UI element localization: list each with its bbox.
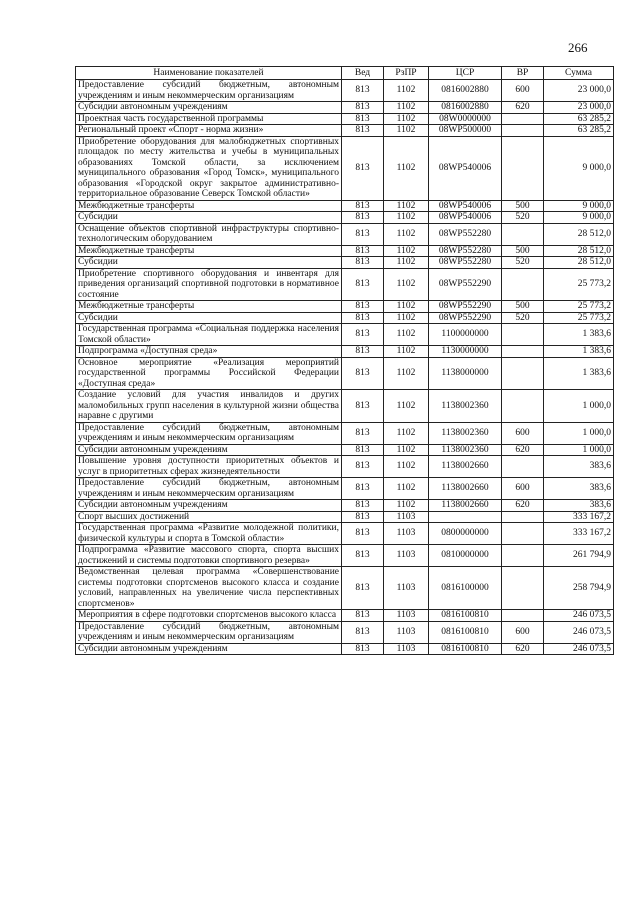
cell-ved: 813 [342, 643, 384, 655]
cell-rzpr: 1102 [384, 500, 429, 512]
cell-vr [502, 511, 544, 523]
cell-ved: 813 [342, 324, 384, 346]
cell-rzpr: 1102 [384, 312, 429, 324]
header-ved: Вед [342, 67, 384, 80]
cell-name: Оснащение объектов спортивной инфраструктуры спортивно-технологическим оборудованием [76, 223, 342, 245]
cell-rzpr: 1103 [384, 567, 429, 610]
cell-sum: 25 773,2 [544, 312, 614, 324]
cell-rzpr: 1102 [384, 390, 429, 423]
cell-vr: 600 [502, 422, 544, 444]
cell-vr [502, 125, 544, 137]
cell-csr: 08WP552280 [429, 245, 502, 257]
header-csr: ЦСР [429, 67, 502, 80]
cell-vr [502, 136, 544, 200]
cell-ved: 813 [342, 200, 384, 212]
table-row [76, 136, 614, 200]
cell-name: Подпрограмма «Доступная среда» [76, 346, 342, 358]
table-row [76, 268, 614, 301]
cell-ved: 813 [342, 257, 384, 269]
cell-vr: 520 [502, 212, 544, 224]
cell-csr: 08WP540006 [429, 212, 502, 224]
cell-name: Предоставление субсидий бюджетным, автономным учреждениям и иным некоммерческим организациям [76, 80, 342, 102]
cell-csr: 0816100810 [429, 610, 502, 622]
cell-ved: 813 [342, 223, 384, 245]
cell-name: Предоставление субсидий бюджетным, автономным учреждениям и иным некоммерческим организациям [76, 422, 342, 444]
cell-sum: 63 285,2 [544, 113, 614, 125]
cell-rzpr: 1102 [384, 268, 429, 301]
cell-rzpr: 1102 [384, 324, 429, 346]
cell-ved: 813 [342, 113, 384, 125]
cell-rzpr: 1102 [384, 113, 429, 125]
cell-name: Повышение уровня доступности приоритетных объектов и услуг в приоритетных сферах жизнедеятельности [76, 456, 342, 478]
cell-csr: 1138002360 [429, 390, 502, 423]
cell-vr: 500 [502, 200, 544, 212]
table-row [76, 511, 614, 523]
cell-csr: 08W0000000 [429, 113, 502, 125]
table-row [76, 621, 614, 643]
cell-vr [502, 268, 544, 301]
cell-rzpr: 1102 [384, 223, 429, 245]
cell-sum: 9 000,0 [544, 200, 614, 212]
cell-csr: 1138002660 [429, 500, 502, 512]
cell-rzpr: 1102 [384, 102, 429, 114]
cell-ved: 813 [342, 102, 384, 114]
cell-rzpr: 1103 [384, 610, 429, 622]
table-row [76, 125, 614, 137]
cell-vr: 520 [502, 312, 544, 324]
cell-sum: 23 000,0 [544, 102, 614, 114]
cell-name: Спорт высших достижений [76, 511, 342, 523]
cell-name: Приобретение оборудования для малобюджетных спортивных площадок по месту жительства и учебы в муниципальных образованиях Томской области, за исключением муниципального образования «Город Томск», муниципального образования «Городской округ закрытое административно-территориальное образование Северск Томской области» [76, 136, 342, 200]
cell-name: Подпрограмма «Развитие массового спорта, спорта высших достижений и системы подготовки спортивного резерва» [76, 545, 342, 567]
cell-vr [502, 324, 544, 346]
cell-rzpr: 1102 [384, 212, 429, 224]
cell-name: Региональный проект «Спорт - норма жизни» [76, 125, 342, 137]
cell-name: Межбюджетные трансферты [76, 200, 342, 212]
cell-rzpr: 1102 [384, 478, 429, 500]
cell-rzpr: 1102 [384, 422, 429, 444]
cell-ved: 813 [342, 125, 384, 137]
cell-vr: 600 [502, 621, 544, 643]
cell-ved: 813 [342, 444, 384, 456]
cell-sum: 383,6 [544, 500, 614, 512]
cell-rzpr: 1102 [384, 80, 429, 102]
cell-ved: 813 [342, 610, 384, 622]
cell-csr: 0816100810 [429, 621, 502, 643]
cell-csr: 08WP552290 [429, 268, 502, 301]
header-rzpr: РзПР [384, 67, 429, 80]
cell-vr [502, 357, 544, 390]
cell-rzpr: 1102 [384, 444, 429, 456]
cell-ved: 813 [342, 621, 384, 643]
cell-vr: 500 [502, 245, 544, 257]
cell-name: Ведомственная целевая программа «Совершенствование системы подготовки спортсменов высокого класса и создание условий, направленных на увеличение числа перспективных спортсменов» [76, 567, 342, 610]
cell-rzpr: 1102 [384, 245, 429, 257]
cell-csr [429, 511, 502, 523]
cell-csr: 0810000000 [429, 545, 502, 567]
cell-ved: 813 [342, 346, 384, 358]
cell-name: Государственная программа «Развитие молодежной политики, физической культуры и спорта в Томской области» [76, 523, 342, 545]
cell-csr: 0816100000 [429, 567, 502, 610]
cell-sum: 28 512,0 [544, 257, 614, 269]
cell-csr: 1138002360 [429, 422, 502, 444]
cell-csr: 1130000000 [429, 346, 502, 358]
cell-ved: 813 [342, 500, 384, 512]
cell-csr: 08WP500000 [429, 125, 502, 137]
table-row [76, 478, 614, 500]
cell-rzpr: 1103 [384, 643, 429, 655]
cell-sum: 246 073,5 [544, 610, 614, 622]
cell-sum: 333 167,2 [544, 511, 614, 523]
cell-rzpr: 1102 [384, 200, 429, 212]
cell-name: Межбюджетные трансферты [76, 245, 342, 257]
cell-vr: 620 [502, 102, 544, 114]
cell-sum: 246 073,5 [544, 621, 614, 643]
cell-ved: 813 [342, 136, 384, 200]
table-row [76, 523, 614, 545]
cell-vr: 600 [502, 478, 544, 500]
cell-rzpr: 1102 [384, 301, 429, 313]
cell-name: Мероприятия в сфере подготовки спортсменов высокого класса [76, 610, 342, 622]
header-sum: Сумма [544, 67, 614, 80]
cell-vr [502, 545, 544, 567]
table-row [76, 102, 614, 114]
cell-sum: 1 000,0 [544, 390, 614, 423]
cell-sum: 25 773,2 [544, 301, 614, 313]
cell-vr [502, 346, 544, 358]
table-row [76, 545, 614, 567]
cell-vr [502, 390, 544, 423]
cell-ved: 813 [342, 478, 384, 500]
cell-csr: 1138002660 [429, 478, 502, 500]
table-row [76, 643, 614, 655]
header-vr: ВР [502, 67, 544, 80]
cell-rzpr: 1102 [384, 136, 429, 200]
cell-csr: 08WP552290 [429, 312, 502, 324]
table-row [76, 357, 614, 390]
cell-name: Государственная программа «Социальная поддержка населения Томской области» [76, 324, 342, 346]
cell-csr: 0816100810 [429, 643, 502, 655]
table-row [76, 312, 614, 324]
table-row [76, 113, 614, 125]
cell-rzpr: 1103 [384, 545, 429, 567]
cell-sum: 1 000,0 [544, 422, 614, 444]
cell-sum: 9 000,0 [544, 136, 614, 200]
cell-ved: 813 [342, 80, 384, 102]
table-row [76, 80, 614, 102]
cell-vr: 520 [502, 257, 544, 269]
cell-vr: 620 [502, 500, 544, 512]
cell-name: Проектная часть государственной программы [76, 113, 342, 125]
cell-name: Приобретение спортивного оборудования и инвентаря для приведения организаций спортивной подготовки в нормативное состояние [76, 268, 342, 301]
cell-name: Субсидии [76, 212, 342, 224]
cell-vr: 620 [502, 643, 544, 655]
cell-name: Субсидии [76, 257, 342, 269]
cell-name: Субсидии автономным учреждениям [76, 444, 342, 456]
cell-sum: 1 383,6 [544, 324, 614, 346]
cell-ved: 813 [342, 312, 384, 324]
cell-name: Предоставление субсидий бюджетным, автономным учреждениям и иным некоммерческим организациям [76, 478, 342, 500]
cell-name: Межбюджетные трансферты [76, 301, 342, 313]
cell-rzpr: 1103 [384, 523, 429, 545]
cell-vr [502, 610, 544, 622]
table-row [76, 324, 614, 346]
cell-rzpr: 1102 [384, 257, 429, 269]
cell-sum: 25 773,2 [544, 268, 614, 301]
cell-ved: 813 [342, 523, 384, 545]
budget-table [75, 66, 614, 655]
cell-csr: 1138002360 [429, 444, 502, 456]
cell-name: Создание условий для участия инвалидов и других маломобильных групп населения в культурной жизни общества наравне с другими [76, 390, 342, 423]
table-row [76, 200, 614, 212]
cell-vr: 600 [502, 80, 544, 102]
cell-sum: 9 000,0 [544, 212, 614, 224]
table-row [76, 390, 614, 423]
cell-sum: 333 167,2 [544, 523, 614, 545]
cell-csr: 08WP540006 [429, 136, 502, 200]
cell-sum: 23 000,0 [544, 80, 614, 102]
table-row [76, 301, 614, 313]
cell-sum: 63 285,2 [544, 125, 614, 137]
cell-sum: 383,6 [544, 478, 614, 500]
cell-ved: 813 [342, 390, 384, 423]
cell-csr: 0800000000 [429, 523, 502, 545]
cell-ved: 813 [342, 545, 384, 567]
cell-sum: 28 512,0 [544, 245, 614, 257]
cell-rzpr: 1102 [384, 357, 429, 390]
cell-ved: 813 [342, 422, 384, 444]
cell-csr: 0816002880 [429, 80, 502, 102]
cell-vr [502, 223, 544, 245]
table-row [76, 257, 614, 269]
cell-vr [502, 113, 544, 125]
cell-sum: 1 000,0 [544, 444, 614, 456]
cell-vr: 500 [502, 301, 544, 313]
table-row [76, 444, 614, 456]
cell-csr: 08WP552280 [429, 223, 502, 245]
table-row [76, 223, 614, 245]
table-row [76, 500, 614, 512]
cell-ved: 813 [342, 456, 384, 478]
table-body [76, 80, 614, 655]
cell-name: Субсидии автономным учреждениям [76, 102, 342, 114]
cell-sum: 383,6 [544, 456, 614, 478]
cell-sum: 258 794,9 [544, 567, 614, 610]
table-row [76, 567, 614, 610]
cell-csr: 1138002660 [429, 456, 502, 478]
cell-ved: 813 [342, 357, 384, 390]
cell-rzpr: 1102 [384, 456, 429, 478]
cell-name: Субсидии [76, 312, 342, 324]
cell-ved: 813 [342, 301, 384, 313]
cell-rzpr: 1103 [384, 511, 429, 523]
cell-rzpr: 1103 [384, 621, 429, 643]
cell-sum: 246 073,5 [544, 643, 614, 655]
cell-ved: 813 [342, 212, 384, 224]
cell-csr: 1138000000 [429, 357, 502, 390]
cell-csr: 0816002880 [429, 102, 502, 114]
cell-rzpr: 1102 [384, 125, 429, 137]
cell-sum: 1 383,6 [544, 357, 614, 390]
cell-vr: 620 [502, 444, 544, 456]
cell-ved: 813 [342, 511, 384, 523]
cell-ved: 813 [342, 567, 384, 610]
cell-sum: 261 794,9 [544, 545, 614, 567]
cell-vr [502, 456, 544, 478]
table-row [76, 610, 614, 622]
cell-name: Основное мероприятие «Реализация мероприятий государственной программы Российской Федерации «Доступная среда» [76, 357, 342, 390]
table-row [76, 212, 614, 224]
cell-ved: 813 [342, 268, 384, 301]
table-row [76, 245, 614, 257]
cell-csr: 08WP552290 [429, 301, 502, 313]
cell-rzpr: 1102 [384, 346, 429, 358]
cell-csr: 1100000000 [429, 324, 502, 346]
table-row [76, 456, 614, 478]
table-header-row [76, 67, 614, 80]
cell-ved: 813 [342, 245, 384, 257]
cell-name: Предоставление субсидий бюджетным, автономным учреждениям и иным некоммерческим организациям [76, 621, 342, 643]
cell-name: Субсидии автономным учреждениям [76, 643, 342, 655]
cell-csr: 08WP540006 [429, 200, 502, 212]
cell-name: Субсидии автономным учреждениям [76, 500, 342, 512]
table-row [76, 346, 614, 358]
cell-vr [502, 523, 544, 545]
cell-vr [502, 567, 544, 610]
page-number: 266 [568, 40, 588, 55]
cell-csr: 08WP552280 [429, 257, 502, 269]
table-row [76, 422, 614, 444]
cell-sum: 28 512,0 [544, 223, 614, 245]
header-name: Наименование показателей [76, 67, 342, 80]
cell-sum: 1 383,6 [544, 346, 614, 358]
